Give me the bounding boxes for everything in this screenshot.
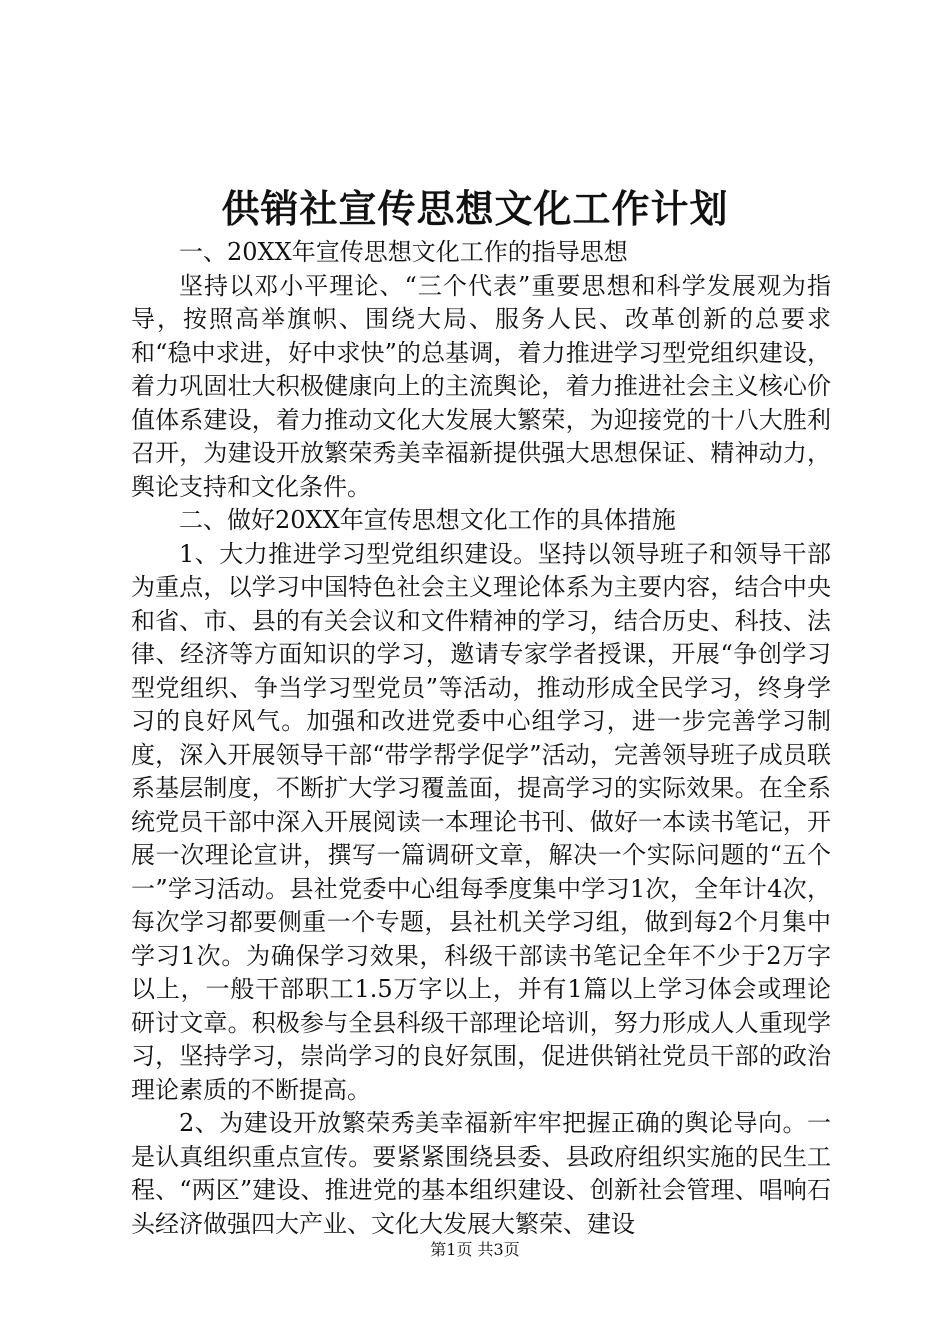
- heading-specific-measures: 二、做好20XX年宣传思想文化工作的具体措施: [179, 506, 676, 534]
- paragraph-guiding-thought: 坚持以邓小平理论、“三个代表”重要思想和科学发展观为指导，按照高举旗帜、围绕大局、服务人民、改革创新的总要求和“稳中求进，好中求快”的总基调，着力推进学习型党组织建设，着力巩固壮大积极健康向上的主流舆论，着力推进社会主义核心价值体系建设，着力推动文化大发展大繁荣，为迎接党的十八大胜利召开，为建设开放繁荣秀美幸福新提供强大思想保证、精神动力，舆论支持和文化条件。: [131, 271, 831, 501]
- document-body: [131, 236, 831, 1241]
- heading-guiding-thought: 一、20XX年宣传思想文化工作的指导思想: [179, 238, 628, 266]
- paragraph-measure-2: 2、为建设开放繁荣秀美幸福新牢牢把握正确的舆论导向。一是认真组织重点宣传。要紧紧围绕县委、县政府组织实施的民生工程、“两区”建设、推进党的基本组织建设、创新社会管理、唱响石头经济做强四大产业、文化大发展大繁荣、建设: [131, 1109, 831, 1238]
- paragraph-measure-1: 1、大力推进学习型党组织建设。坚持以领导班子和领导干部为重点，以学习中国特色社会主义理论体系为主要内容，结合中央和省、市、县的有关会议和文件精神的学习，结合历史、科技、法律、经济等方面知识的学习，邀请专家学者授课，开展“争创学习型党组织、争当学习型党员”等活动，推动形成全民学习，终身学习的良好风气。加强和改进党委中心组学习，进一步完善学习制度，深入开展领导干部“带学帮学促学”活动，完善领导班子成员联系基层制度，不断扩大学习覆盖面，提高学习的实际效果。在全系统党员干部中深入开展阅读一本理论书刊、做好一本读书笔记，开展一次理论宣讲，撰写一篇调研文章，解决一个实际问题的“五个一”学习活动。县社党委中心组每季度集中学习1次，全年计4次，每次学习都要侧重一个专题，县社机关学习组，做到每2个月集中学习1次。为确保学习效果，科级干部读书笔记全年不少于2万字以上，一般干部职工1.5万字以上，并有1篇以上学习体会或理论研讨文章。积极参与全县科级干部理论培训，努力形成人人重现学习，坚持学习，崇尚学习的良好氛围，促进供销社党员干部的政治理论素质的不断提高。: [131, 539, 831, 1104]
- document-title: 供销社宣传思想文化工作计划: [221, 186, 729, 231]
- page-number-footer: 第1页 共3页: [430, 1240, 520, 1259]
